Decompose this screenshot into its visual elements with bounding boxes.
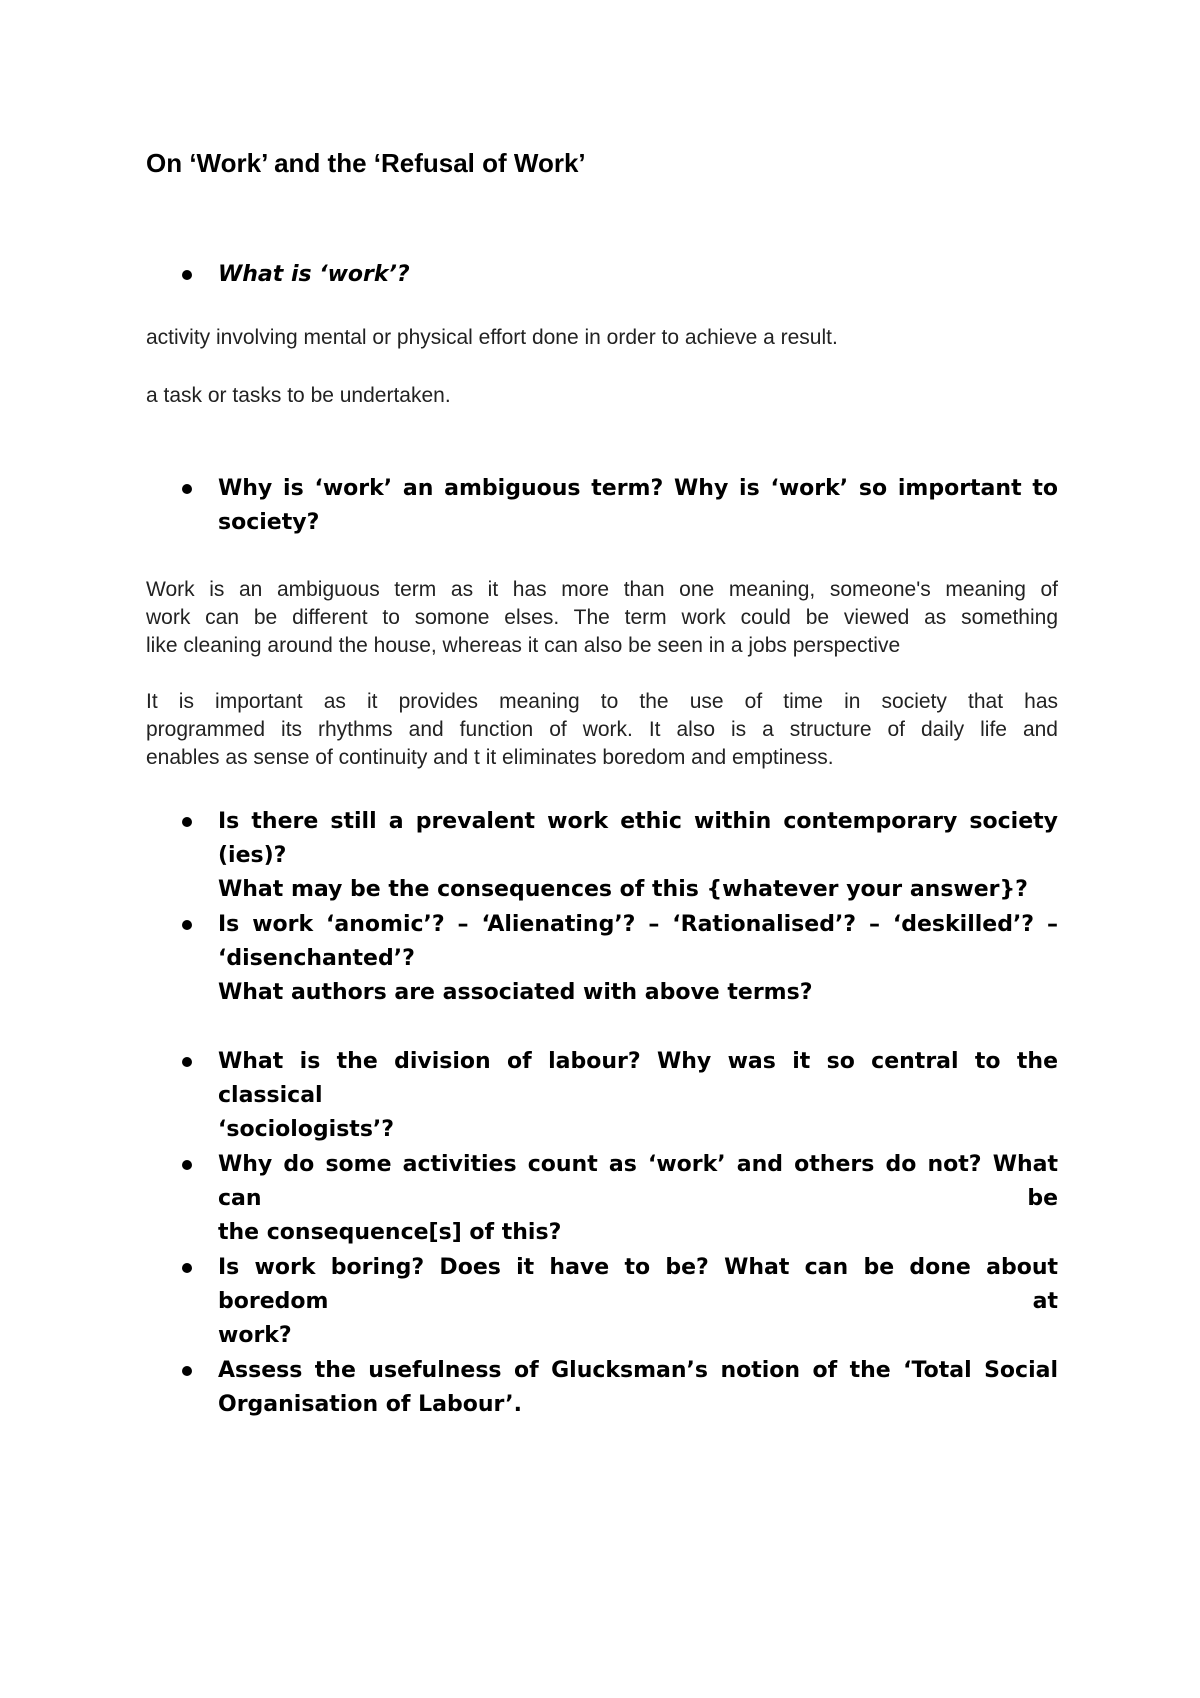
question-line: What authors are associated with above terms? bbox=[218, 980, 813, 1005]
question-activities-count bbox=[218, 1148, 1058, 1250]
answer-paragraph-2 bbox=[146, 688, 1058, 772]
question-line: the consequence[s] of this? bbox=[218, 1220, 562, 1245]
paragraph-line: work can be different to somone elses. The term work could be viewed as something bbox=[146, 606, 1058, 629]
question-line: Is there still a prevalent work ethic within contemporary society (ies)? bbox=[218, 809, 1058, 868]
question-line: Why do some activities count as ‘work’ and others do not? What can be bbox=[218, 1152, 1058, 1211]
answer-paragraph-1 bbox=[146, 576, 1058, 660]
paragraph-line: It is important as it provides meaning to the use of time in society that has bbox=[146, 690, 1058, 713]
question-what-is-work: What is ‘work’? bbox=[218, 262, 410, 287]
bullet-icon bbox=[182, 920, 192, 930]
question-line: society? bbox=[218, 510, 320, 535]
question-anomic bbox=[218, 908, 1058, 1010]
document-title: On ‘Work’ and the ‘Refusal of Work’ bbox=[146, 148, 586, 178]
question-line: work? bbox=[218, 1323, 292, 1348]
paragraph-line: Work is an ambiguous term as it has more than one meaning, someone's meaning of bbox=[146, 578, 1058, 601]
question-line: What may be the consequences of this {whatever your answer}? bbox=[218, 877, 1028, 902]
question-line: Is work boring? Does it have to be? What can be done about boredom at bbox=[218, 1255, 1058, 1314]
paragraph-line: like cleaning around the house, whereas it can also be seen in a jobs perspective bbox=[146, 634, 901, 657]
definition-1: activity involving mental or physical effort done in order to achieve a result. bbox=[146, 326, 838, 349]
bullet-icon bbox=[182, 817, 192, 827]
bullet-icon bbox=[182, 1160, 192, 1170]
paragraph-line: enables as sense of continuity and t it eliminates boredom and emptiness. bbox=[146, 746, 834, 769]
bullet-icon bbox=[182, 1366, 192, 1376]
question-work-ethic bbox=[218, 805, 1058, 907]
question-work-boring bbox=[218, 1251, 1058, 1353]
question-line: Why is ‘work’ an ambiguous term? Why is ‘work’ so important to bbox=[218, 476, 1058, 501]
bullet-icon bbox=[182, 1057, 192, 1067]
paragraph-line: programmed its rhythms and function of work. It also is a structure of daily life and bbox=[146, 718, 1058, 741]
question-line: Assess the usefulness of Glucksman’s notion of the ‘Total Social bbox=[218, 1358, 1058, 1383]
question-ambiguous-term bbox=[218, 472, 1058, 540]
question-line: What is the division of labour? Why was it so central to the classical bbox=[218, 1049, 1058, 1108]
bullet-icon bbox=[182, 270, 192, 280]
definition-2: a task or tasks to be undertaken. bbox=[146, 384, 451, 407]
question-line: Is work ‘anomic’? – ‘Alienating’? – ‘Rationalised’? – ‘deskilled’? – bbox=[218, 912, 1058, 937]
question-line: ‘sociologists’? bbox=[218, 1117, 395, 1142]
bullet-icon bbox=[182, 1263, 192, 1273]
question-line: ‘disenchanted’? bbox=[218, 946, 415, 971]
question-line: Organisation of Labour’. bbox=[218, 1392, 523, 1417]
question-glucksman bbox=[218, 1354, 1058, 1422]
question-division-of-labour bbox=[218, 1045, 1058, 1147]
bullet-icon bbox=[182, 484, 192, 494]
